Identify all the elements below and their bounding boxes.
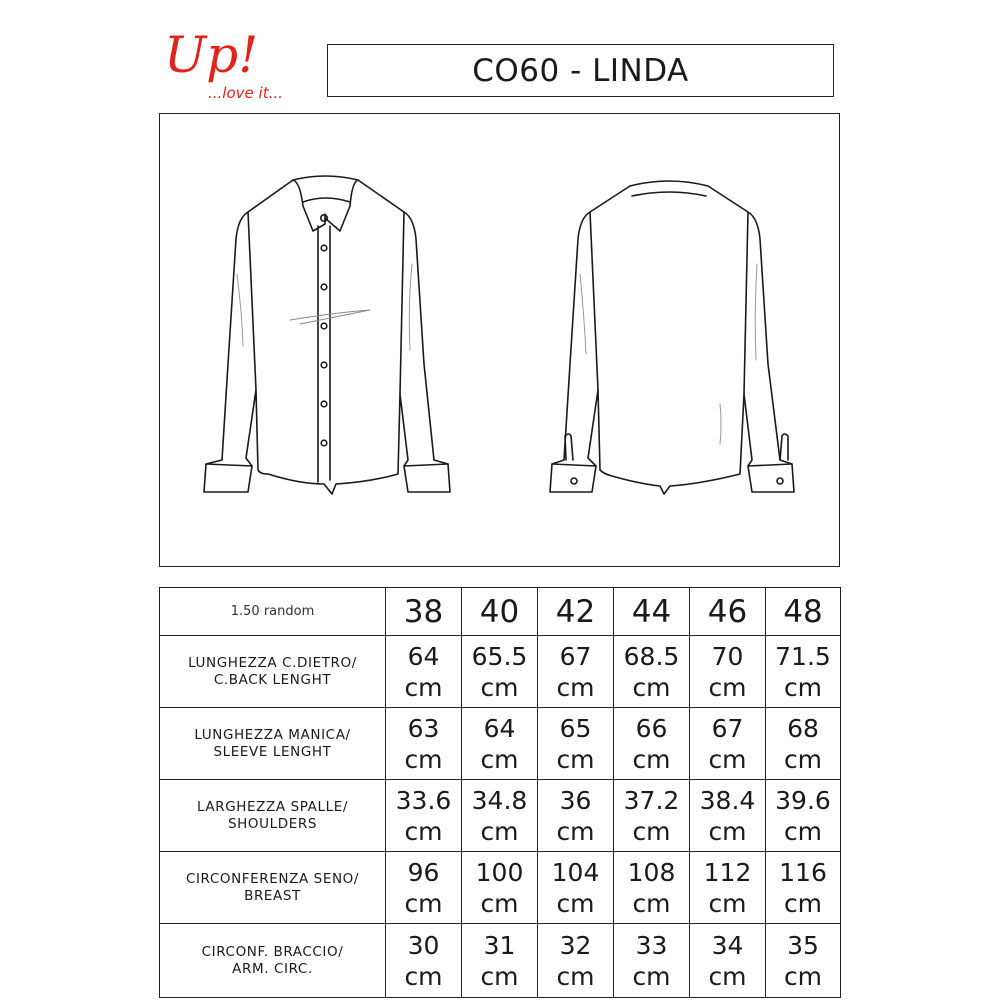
value-cell: 38.4 cm <box>690 780 766 852</box>
row-label: LARGHEZZA SPALLE/ SHOULDERS <box>160 780 386 852</box>
value-cell: 71.5 cm <box>766 636 841 708</box>
shirt-back-view <box>550 181 794 494</box>
row-label: LUNGHEZZA MANICA/ SLEEVE LENGHT <box>160 708 386 780</box>
row-label: LUNGHEZZA C.DIETRO/ C.BACK LENGHT <box>160 636 386 708</box>
value-cell: 68 cm <box>766 708 841 780</box>
size-header-row <box>160 588 841 636</box>
shirt-technical-drawing <box>160 114 841 568</box>
value-cell: 96 cm <box>386 852 462 924</box>
value-cell: 65 cm <box>538 708 614 780</box>
value-cell: 65.5 cm <box>462 636 538 708</box>
value-cell: 112 cm <box>690 852 766 924</box>
size-header: 44 <box>614 588 690 636</box>
value-cell: 39.6 cm <box>766 780 841 852</box>
product-title-box <box>327 44 834 97</box>
size-header: 38 <box>386 588 462 636</box>
row-label: CIRCONFERENZA SENO/ BREAST <box>160 852 386 924</box>
value-cell: 66 cm <box>614 708 690 780</box>
value-cell: 100 cm <box>462 852 538 924</box>
value-cell: 64 cm <box>462 708 538 780</box>
size-header: 46 <box>690 588 766 636</box>
brand-logo <box>150 14 325 104</box>
value-cell: 36 cm <box>538 780 614 852</box>
value-cell: 68.5 cm <box>614 636 690 708</box>
value-cell: 33 cm <box>614 924 690 998</box>
value-cell: 67 cm <box>690 708 766 780</box>
brand-logo-text: Up! <box>164 26 259 84</box>
size-header: 40 <box>462 588 538 636</box>
corner-note: 1.50 random <box>160 588 386 636</box>
measure-row <box>160 924 841 998</box>
value-cell: 70 cm <box>690 636 766 708</box>
value-cell: 31 cm <box>462 924 538 998</box>
value-cell: 63 cm <box>386 708 462 780</box>
value-cell: 34.8 cm <box>462 780 538 852</box>
measure-row <box>160 708 841 780</box>
value-cell: 67 cm <box>538 636 614 708</box>
size-chart <box>159 587 841 998</box>
value-cell: 116 cm <box>766 852 841 924</box>
size-header: 42 <box>538 588 614 636</box>
technical-drawing-frame <box>159 113 840 567</box>
value-cell: 30 cm <box>386 924 462 998</box>
value-cell: 104 cm <box>538 852 614 924</box>
brand-logo-mark <box>150 14 325 104</box>
size-header: 48 <box>766 588 841 636</box>
value-cell: 37.2 cm <box>614 780 690 852</box>
measure-row <box>160 852 841 924</box>
value-cell: 33.6 cm <box>386 780 462 852</box>
brand-tagline: ...love it... <box>208 84 283 102</box>
measure-row <box>160 780 841 852</box>
measure-row <box>160 636 841 708</box>
value-cell: 108 cm <box>614 852 690 924</box>
shirt-front-view <box>204 176 450 494</box>
value-cell: 64 cm <box>386 636 462 708</box>
value-cell: 32 cm <box>538 924 614 998</box>
product-title: CO60 - LINDA <box>472 52 689 89</box>
row-label: CIRCONF. BRACCIO/ ARM. CIRC. <box>160 924 386 998</box>
value-cell: 34 cm <box>690 924 766 998</box>
value-cell: 35 cm <box>766 924 841 998</box>
